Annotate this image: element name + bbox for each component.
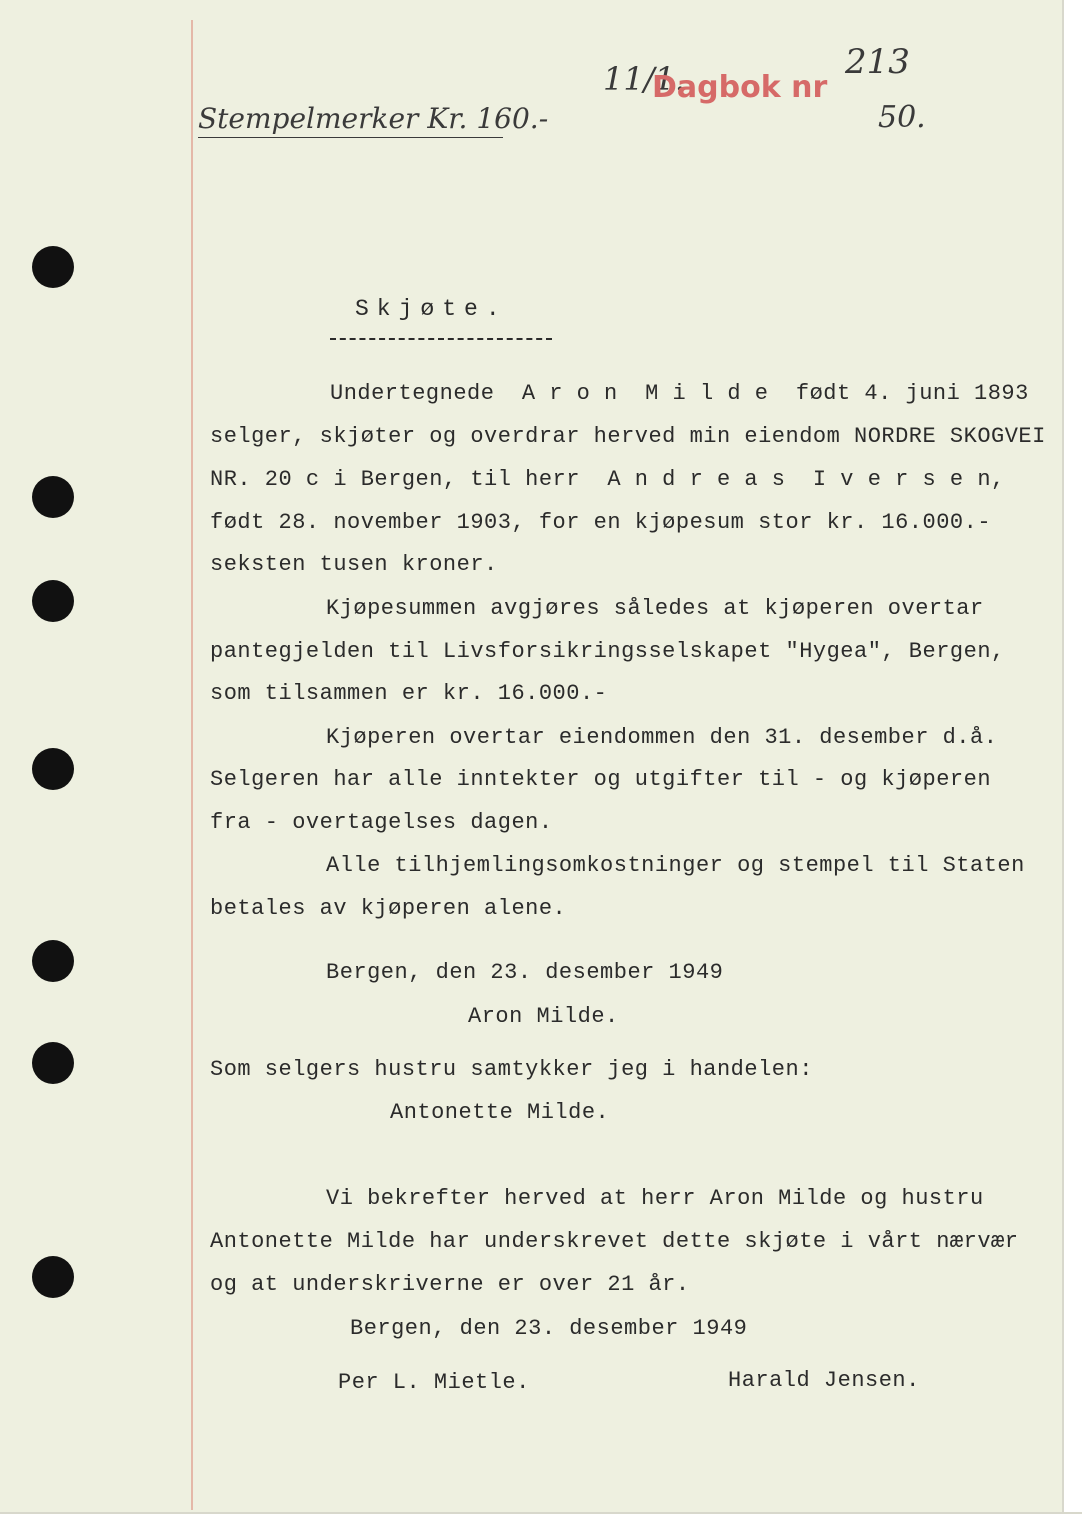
seller-signature: Aron Milde. [468,1004,619,1029]
place-date-line: Bergen, den 23. desember 1949 [326,960,724,985]
witness-left: Per L. Mietle. [338,1370,530,1395]
punch-hole [32,748,74,790]
body-line: selger, skjøter og overdrar herved min eiendom NORDRE SKOGVEI [210,424,1046,449]
page-edge-right [1062,0,1082,1536]
date-handwritten: 11/1. [603,60,686,98]
stempel-underline [198,137,503,138]
punch-hole [32,476,74,518]
body-line: Alle tilhjemlingsomkostninger og stempel til Staten [326,853,1025,878]
margin-line [191,20,193,1510]
place-date-line: Bergen, den 23. desember 1949 [350,1316,748,1341]
body-line: Antonette Milde har underskrevet dette skjøte i vårt nærvær [210,1229,1019,1254]
year-handwritten: 50. [878,100,926,135]
body-line: betales av kjøperen alene. [210,896,567,921]
body-line: Kjøperen overtar eiendommen den 31. desember d.å. [326,725,998,750]
punch-hole [32,246,74,288]
title-underline [330,338,552,340]
witness-right: Harald Jensen. [728,1368,920,1393]
body-line: fra - overtagelses dagen. [210,810,553,835]
body-line: født 28. november 1903, for en kjøpesum stor kr. 16.000.- [210,510,992,535]
stempel-note: Stempelmerker Kr. 160.- [198,102,549,135]
document-title: Skjøte. [355,296,508,322]
dagbok-stamp: Dagbok nr [652,70,828,105]
page-edge-bottom [0,1512,1082,1536]
spouse-signature: Antonette Milde. [390,1100,610,1125]
punch-hole [32,1042,74,1084]
body-line: som tilsammen er kr. 16.000.- [210,681,608,706]
dagbok-number-handwritten: 213 [845,42,910,82]
body-line: Vi bekrefter herved at herr Aron Milde og hustru [326,1186,984,1211]
body-line: NR. 20 c i Bergen, til herr A n d r e a s I v e r s e n, [210,467,1005,492]
body-line: seksten tusen kroner. [210,552,498,577]
punch-hole [32,1256,74,1298]
body-line: Selgeren har alle inntekter og utgifter til - og kjøperen [210,767,992,792]
body-line: Som selgers hustru samtykker jeg i handelen: [210,1057,813,1082]
body-line: Undertegnede A r o n M i l d e født 4. juni 1893 [330,381,1029,406]
body-line: Kjøpesummen avgjøres således at kjøperen overtar [326,596,984,621]
punch-hole [32,940,74,982]
body-line: og at underskriverne er over 21 år. [210,1272,690,1297]
punch-hole [32,580,74,622]
body-line: pantegjelden til Livsforsikringsselskapet "Hygea", Bergen, [210,639,1005,664]
